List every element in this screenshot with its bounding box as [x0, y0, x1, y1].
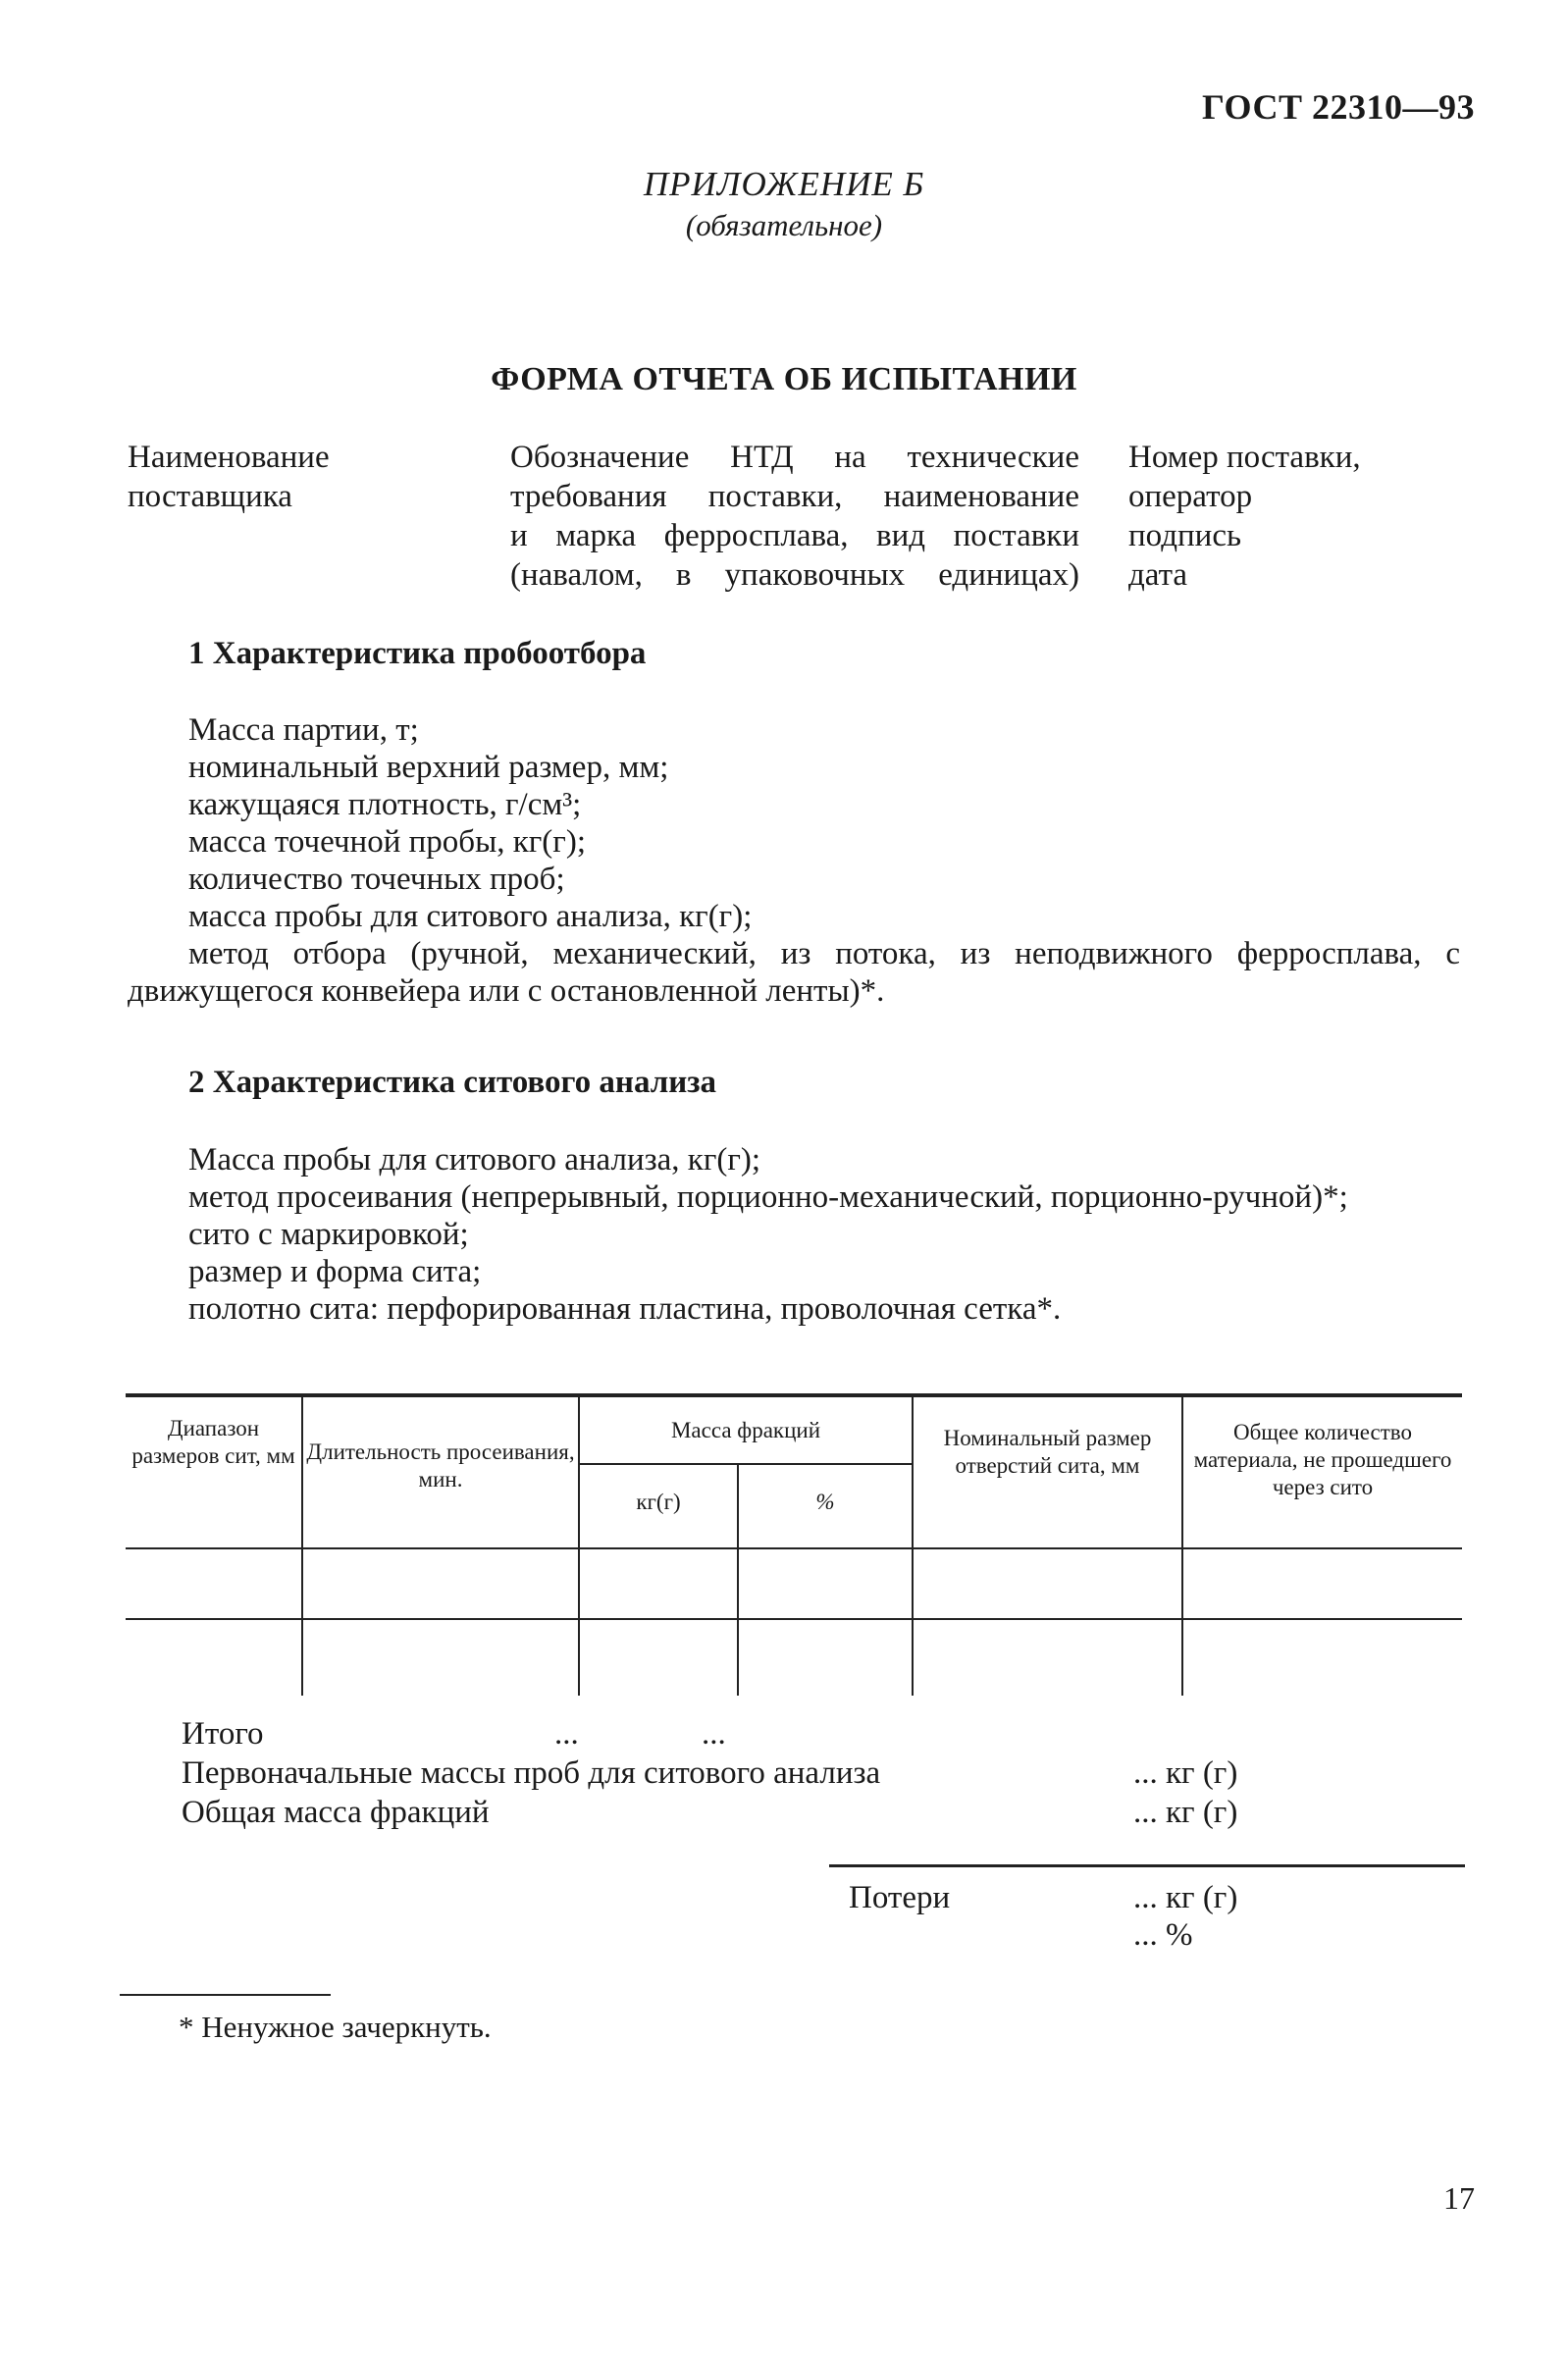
list-item: метод просеивания (непрерывный, порционно-механический, порционно-ручной)*; [188, 1179, 1348, 1215]
footnote-divider [120, 1994, 331, 1996]
list-item: Масса партии, т; [188, 712, 419, 748]
losses-pct-value: ... % [1133, 1917, 1193, 1953]
section1-title: 1 Характеристика пробоотбора [188, 636, 647, 671]
list-item: масса пробы для ситового анализа, кг(г); [188, 899, 753, 934]
list-item: размер и форма сита; [188, 1254, 482, 1289]
supplier-header [128, 438, 330, 516]
col-header-mass-group: Масса фракций [579, 1395, 913, 1464]
delivery-header-line: подпись [1128, 518, 1242, 553]
sampling-method-line: движущегося конвейера или с остановленной ленты)*. [128, 973, 885, 1009]
section2-list [188, 1141, 1348, 1328]
table-cell [738, 1619, 913, 1696]
table-cell [738, 1548, 913, 1619]
losses-kg-value: ... кг (г) [1133, 1880, 1238, 1915]
table-row [126, 1548, 1462, 1619]
table-cell [302, 1619, 579, 1696]
itogo-label: Итого [182, 1716, 264, 1752]
col-header-total: Общее количество материала, не прошедшего через сито [1182, 1395, 1462, 1548]
delivery-header-line: Номер поставки, [1128, 440, 1361, 475]
col-header-nominal: Номинальный размер отверстий сита, мм [913, 1395, 1182, 1548]
table-cell [302, 1548, 579, 1619]
list-item: масса точечной пробы, кг(г); [188, 824, 586, 860]
page-number: 17 [1443, 2180, 1475, 2216]
col-header-duration: Длительность просеивания, мин. [302, 1395, 579, 1548]
col-header-mass-kg: кг(г) [579, 1464, 738, 1548]
table-cell [579, 1619, 738, 1696]
ntd-header [510, 438, 1079, 595]
list-item: количество точечных проб; [188, 862, 565, 897]
section1-list [188, 711, 752, 935]
sampling-method [128, 935, 1460, 1010]
itogo-dots-kg: ... [554, 1716, 579, 1752]
form-title: ФОРМА ОТЧЕТА ОБ ИСПЫТАНИИ [491, 361, 1077, 397]
list-item: полотно сита: перфорированная пластина, проволочная сетка*. [188, 1291, 1062, 1327]
list-item: сито с маркировкой; [188, 1217, 469, 1252]
appendix-title: ПРИЛОЖЕНИЕ Б [643, 165, 925, 203]
losses-divider [829, 1864, 1465, 1867]
itogo-dots-pct: ... [702, 1716, 726, 1752]
table-cell [913, 1548, 1182, 1619]
delivery-header-line: дата [1128, 557, 1188, 593]
list-item: Масса пробы для ситового анализа, кг(г); [188, 1142, 761, 1178]
ntd-header-line: требования поставки, наименование [510, 479, 1079, 514]
delivery-header-line: оператор [1128, 479, 1253, 514]
col-header-mass-pct: % [738, 1464, 913, 1548]
sieve-analysis-table [126, 1393, 1462, 1696]
initial-mass-value: ... кг (г) [1133, 1755, 1238, 1791]
sampling-method-line: метод отбора (ручной, механический, из потока, из неподвижного ферросплава, с [188, 936, 1460, 971]
table-row [126, 1619, 1462, 1696]
table-cell [126, 1548, 302, 1619]
losses-label: Потери [849, 1880, 951, 1915]
initial-mass-label: Первоначальные массы проб для ситового анализа [182, 1755, 881, 1791]
supplier-header-line: Наименование [128, 440, 330, 475]
ntd-header-line: Обозначение НТД на технические [510, 440, 1079, 475]
total-mass-label: Общая масса фракций [182, 1795, 490, 1830]
total-mass-value: ... кг (г) [1133, 1795, 1238, 1830]
ntd-header-line: (навалом, в упаковочных единицах) [510, 557, 1079, 593]
col-header-range: Диапазон размеров сит, мм [126, 1395, 302, 1548]
list-item: номинальный верхний размер, мм; [188, 750, 669, 785]
table-cell [913, 1619, 1182, 1696]
table-cell [1182, 1619, 1462, 1696]
table-cell [579, 1548, 738, 1619]
supplier-header-line: поставщика [128, 479, 292, 514]
section2-title: 2 Характеристика ситового анализа [188, 1065, 717, 1100]
delivery-header [1128, 438, 1361, 595]
list-item: кажущаяся плотность, г/см³; [188, 787, 582, 822]
footnote: * Ненужное зачеркнуть. [179, 2010, 492, 2044]
table-cell [1182, 1548, 1462, 1619]
ntd-header-line: и марка ферросплава, вид поставки [510, 518, 1079, 553]
standard-code: ГОСТ 22310—93 [1202, 87, 1475, 127]
table-cell [126, 1619, 302, 1696]
appendix-status: (обязательное) [685, 208, 883, 242]
